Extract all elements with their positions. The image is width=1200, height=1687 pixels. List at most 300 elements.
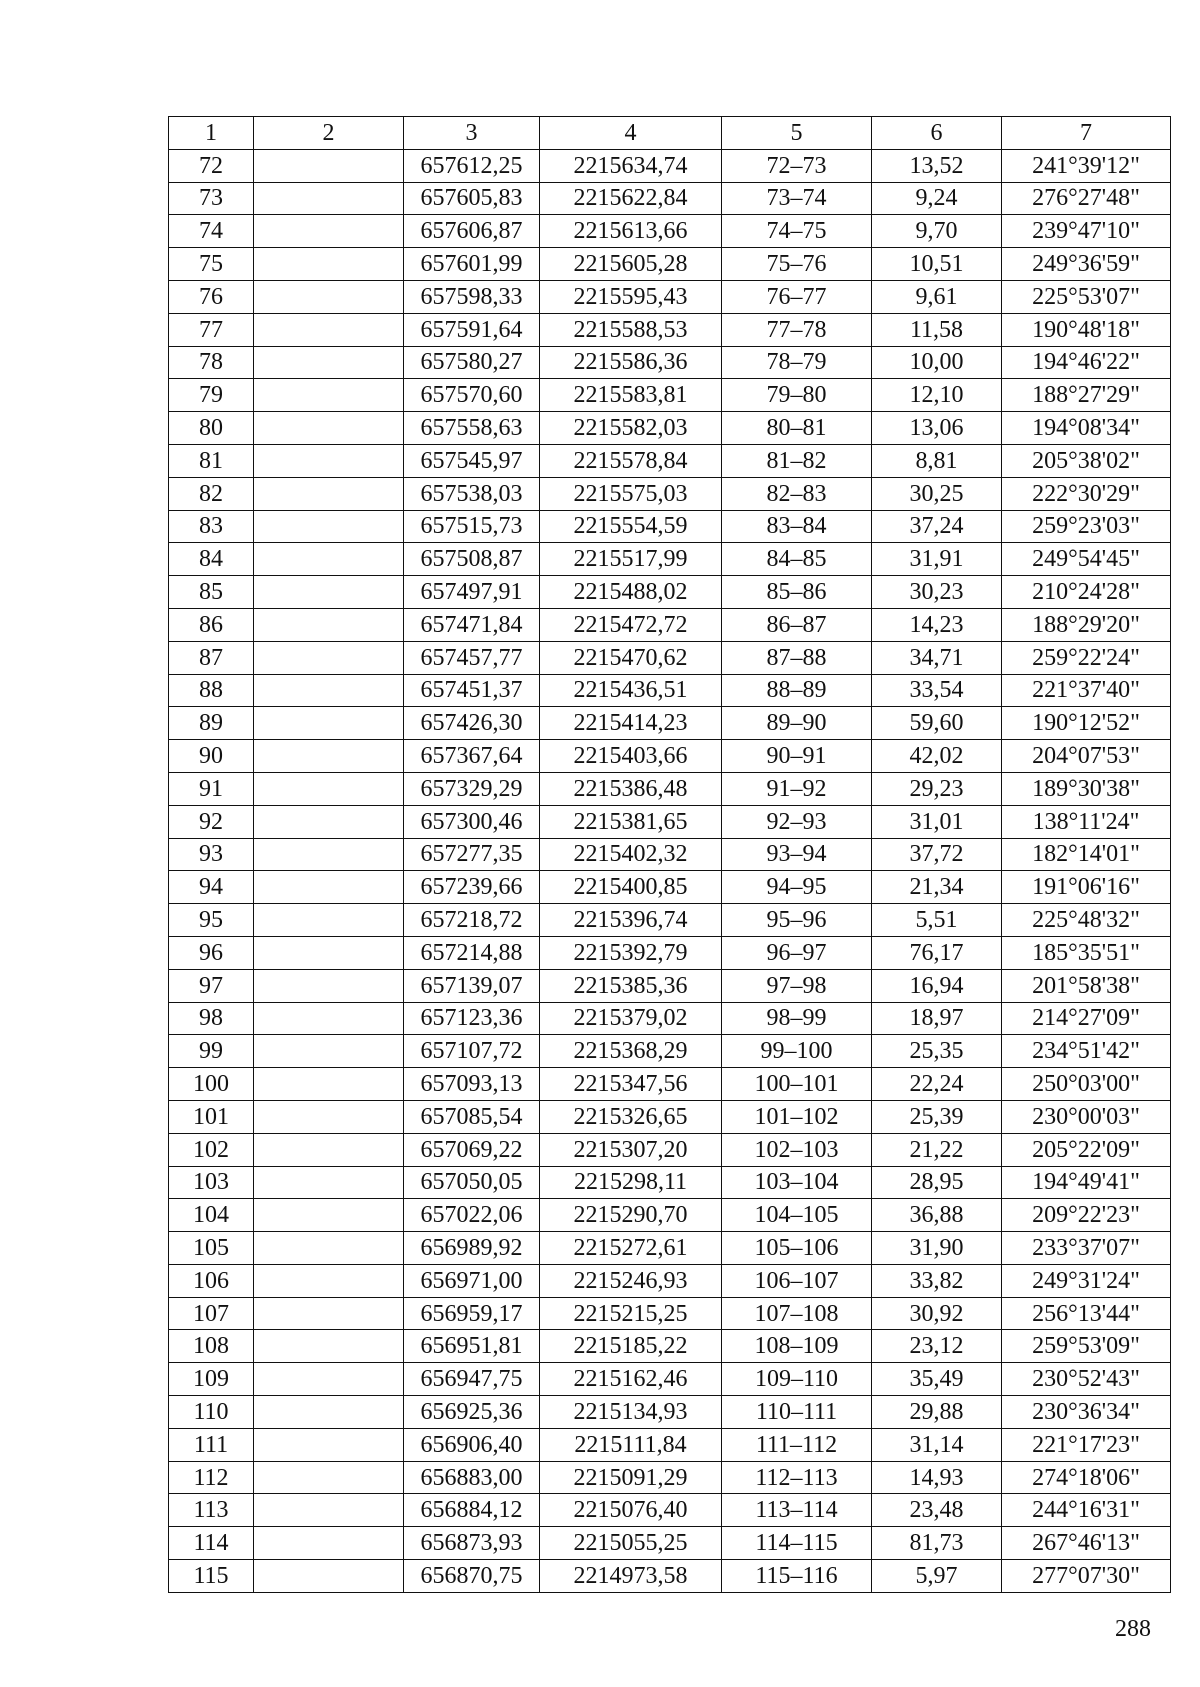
table-row [169,1396,1171,1429]
table-cell: 657612,25 [404,149,540,182]
table-cell: 188°27'29" [1002,379,1171,412]
table-cell: 112 [169,1461,254,1494]
table-cell: 111–112 [722,1428,872,1461]
table-cell: 221°17'23" [1002,1428,1171,1461]
table-cell [254,1297,404,1330]
table-cell: 2215554,59 [540,510,722,543]
table-cell: 241°39'12" [1002,149,1171,182]
table-cell: 92–93 [722,805,872,838]
table-cell [254,1035,404,1068]
table-cell: 182°14'01" [1002,838,1171,871]
table-cell: 105 [169,1232,254,1265]
table-cell [254,1363,404,1396]
table-cell: 31,90 [872,1232,1002,1265]
table-cell: 657426,30 [404,707,540,740]
table-cell: 244°16'31" [1002,1494,1171,1527]
table-cell: 2215436,51 [540,674,722,707]
table-cell: 108 [169,1330,254,1363]
table-cell: 138°11'24" [1002,805,1171,838]
table-cell: 89–90 [722,707,872,740]
table-cell: 2215111,84 [540,1428,722,1461]
table-cell: 93 [169,838,254,871]
table-cell: 83–84 [722,510,872,543]
table-cell: 189°30'38" [1002,772,1171,805]
table-cell: 83 [169,510,254,543]
table-row [169,444,1171,477]
table-cell: 88–89 [722,674,872,707]
table-cell: 2215583,81 [540,379,722,412]
table-row [169,346,1171,379]
table-cell: 115 [169,1560,254,1593]
table-cell: 77–78 [722,313,872,346]
table-cell: 103–104 [722,1166,872,1199]
table-cell: 657580,27 [404,346,540,379]
table-cell: 2215605,28 [540,248,722,281]
table-cell [254,543,404,576]
table-cell [254,1068,404,1101]
table-row [169,379,1171,412]
table-cell [254,1199,404,1232]
table-row [169,641,1171,674]
table-cell: 81–82 [722,444,872,477]
column-header: 2 [254,117,404,150]
table-cell: 2215290,70 [540,1199,722,1232]
table-row [169,1133,1171,1166]
table-cell: 76 [169,280,254,313]
table-cell: 657367,64 [404,740,540,773]
table-cell: 2215076,40 [540,1494,722,1527]
table-cell: 256°13'44" [1002,1297,1171,1330]
table-cell [254,805,404,838]
table-row [169,1330,1171,1363]
table-cell: 93–94 [722,838,872,871]
table-cell: 107 [169,1297,254,1330]
table-cell [254,182,404,215]
table-cell: 656870,75 [404,1560,540,1593]
table-cell: 91–92 [722,772,872,805]
table-cell: 249°31'24" [1002,1264,1171,1297]
table-cell [254,707,404,740]
table-cell: 2215381,65 [540,805,722,838]
table-cell [254,936,404,969]
table-row [169,1199,1171,1232]
table-cell: 100–101 [722,1068,872,1101]
table-cell: 28,95 [872,1166,1002,1199]
table-cell: 8,81 [872,444,1002,477]
table-cell: 657139,07 [404,969,540,1002]
table-cell: 214°27'09" [1002,1002,1171,1035]
table-cell: 72 [169,149,254,182]
table-cell: 101–102 [722,1100,872,1133]
table-cell: 95–96 [722,904,872,937]
table-cell: 82–83 [722,477,872,510]
table-cell: 2215586,36 [540,346,722,379]
table-cell [254,1133,404,1166]
table-cell: 96 [169,936,254,969]
table-cell: 30,25 [872,477,1002,510]
table-row [169,871,1171,904]
table-cell: 87–88 [722,641,872,674]
table-cell: 2215634,74 [540,149,722,182]
table-cell: 656959,17 [404,1297,540,1330]
table-cell: 2215578,84 [540,444,722,477]
table-cell: 88 [169,674,254,707]
table-cell: 90–91 [722,740,872,773]
table-cell: 2215403,66 [540,740,722,773]
table-row [169,280,1171,313]
table-row [169,969,1171,1002]
table-cell: 657218,72 [404,904,540,937]
table-row [169,248,1171,281]
table-cell: 185°35'51" [1002,936,1171,969]
table-row [169,608,1171,641]
table-row [169,904,1171,937]
table-cell: 233°37'07" [1002,1232,1171,1265]
table-cell: 72–73 [722,149,872,182]
table-cell: 2215386,48 [540,772,722,805]
page-number: 288 [1115,1616,1151,1642]
table-cell: 81,73 [872,1527,1002,1560]
table-cell: 14,23 [872,608,1002,641]
table-cell: 657558,63 [404,412,540,445]
table-cell: 78 [169,346,254,379]
table-cell: 14,93 [872,1461,1002,1494]
table-cell [254,346,404,379]
table-cell: 18,97 [872,1002,1002,1035]
table-cell [254,313,404,346]
table-cell: 13,06 [872,412,1002,445]
table-cell [254,1100,404,1133]
table-cell: 657457,77 [404,641,540,674]
table-cell: 656873,93 [404,1527,540,1560]
coordinates-table [168,116,1171,1593]
table-cell: 657598,33 [404,280,540,313]
table-cell: 249°54'45" [1002,543,1171,576]
table-cell: 221°37'40" [1002,674,1171,707]
table-cell: 2215517,99 [540,543,722,576]
table-cell: 29,23 [872,772,1002,805]
table-cell: 106 [169,1264,254,1297]
table-cell [254,1560,404,1593]
table-cell: 104–105 [722,1199,872,1232]
table-row [169,707,1171,740]
table-cell [254,248,404,281]
table-cell: 2215470,62 [540,641,722,674]
table-row [169,1100,1171,1133]
table-cell: 657508,87 [404,543,540,576]
table-cell: 2215385,36 [540,969,722,1002]
table-cell [254,674,404,707]
table-cell [254,1264,404,1297]
table-cell [254,1494,404,1527]
table-cell: 84 [169,543,254,576]
table-cell: 100 [169,1068,254,1101]
table-cell: 16,94 [872,969,1002,1002]
table-cell: 107–108 [722,1297,872,1330]
table-cell: 2215582,03 [540,412,722,445]
table-row [169,838,1171,871]
table-cell: 277°07'30" [1002,1560,1171,1593]
table-cell: 209°22'23" [1002,1199,1171,1232]
table-cell: 11,58 [872,313,1002,346]
table-cell: 105–106 [722,1232,872,1265]
table-row [169,543,1171,576]
table-cell: 80–81 [722,412,872,445]
table-cell: 99 [169,1035,254,1068]
table-cell: 194°49'41" [1002,1166,1171,1199]
table-cell [254,1232,404,1265]
table-cell: 2215298,11 [540,1166,722,1199]
table-cell: 78–79 [722,346,872,379]
table-cell: 73 [169,182,254,215]
table-row [169,1264,1171,1297]
table-cell: 657591,64 [404,313,540,346]
table-cell: 35,49 [872,1363,1002,1396]
table-cell: 225°53'07" [1002,280,1171,313]
table-cell: 36,88 [872,1199,1002,1232]
table-cell: 276°27'48" [1002,182,1171,215]
table-cell: 191°06'16" [1002,871,1171,904]
table-row [169,1363,1171,1396]
table-cell: 656925,36 [404,1396,540,1429]
table-cell: 99–100 [722,1035,872,1068]
table-cell: 267°46'13" [1002,1527,1171,1560]
table-cell: 115–116 [722,1560,872,1593]
table-cell: 77 [169,313,254,346]
column-header: 4 [540,117,722,150]
table-cell: 85–86 [722,576,872,609]
table-cell: 79 [169,379,254,412]
table-row [169,1527,1171,1560]
table-cell: 194°08'34" [1002,412,1171,445]
table-cell: 98 [169,1002,254,1035]
table-cell: 657239,66 [404,871,540,904]
table-cell: 97–98 [722,969,872,1002]
table-cell: 2214973,58 [540,1560,722,1593]
table-cell: 94–95 [722,871,872,904]
table-cell: 2215613,66 [540,215,722,248]
table-cell: 76–77 [722,280,872,313]
table-cell: 2215396,74 [540,904,722,937]
table-cell: 75 [169,248,254,281]
table-cell: 230°36'34" [1002,1396,1171,1429]
table-cell: 37,72 [872,838,1002,871]
table-row [169,412,1171,445]
table-cell: 656883,00 [404,1461,540,1494]
table-row [169,576,1171,609]
table-cell: 657471,84 [404,608,540,641]
table-cell: 657022,06 [404,1199,540,1232]
table-row [169,477,1171,510]
table-cell: 2215472,72 [540,608,722,641]
table-cell: 98–99 [722,1002,872,1035]
table-cell [254,969,404,1002]
table-cell [254,1330,404,1363]
table-cell: 108–109 [722,1330,872,1363]
table-cell: 2215622,84 [540,182,722,215]
table-cell: 2215575,03 [540,477,722,510]
table-cell: 31,14 [872,1428,1002,1461]
table-row [169,674,1171,707]
table-cell: 86–87 [722,608,872,641]
table-cell: 109 [169,1363,254,1396]
table-cell [254,280,404,313]
table-cell [254,477,404,510]
table-cell: 81 [169,444,254,477]
table-cell: 13,52 [872,149,1002,182]
table-cell: 90 [169,740,254,773]
table-cell [254,740,404,773]
table-cell: 29,88 [872,1396,1002,1429]
table-cell: 259°22'24" [1002,641,1171,674]
table-cell: 2215091,29 [540,1461,722,1494]
table-cell: 194°46'22" [1002,346,1171,379]
table-cell: 23,48 [872,1494,1002,1527]
table-cell: 9,24 [872,182,1002,215]
table-cell: 74 [169,215,254,248]
table-cell: 94 [169,871,254,904]
table-cell: 657329,29 [404,772,540,805]
table-cell: 33,82 [872,1264,1002,1297]
table-cell: 656906,40 [404,1428,540,1461]
table-row [169,1461,1171,1494]
table-cell: 75–76 [722,248,872,281]
table-row [169,1428,1171,1461]
column-header: 7 [1002,117,1171,150]
table-cell: 2215368,29 [540,1035,722,1068]
table-cell: 2215414,23 [540,707,722,740]
table-cell: 190°12'52" [1002,707,1171,740]
table-cell: 2215326,65 [540,1100,722,1133]
table-cell: 101 [169,1100,254,1133]
table-cell: 657214,88 [404,936,540,969]
table-cell: 657601,99 [404,248,540,281]
table-header-row [169,117,1171,150]
table-row [169,215,1171,248]
table-cell: 10,51 [872,248,1002,281]
column-header: 6 [872,117,1002,150]
table-cell: 21,22 [872,1133,1002,1166]
table-cell: 204°07'53" [1002,740,1171,773]
table-cell: 12,10 [872,379,1002,412]
table-cell [254,510,404,543]
table-cell: 89 [169,707,254,740]
table-cell: 114 [169,1527,254,1560]
table-row [169,1297,1171,1330]
table-cell: 222°30'29" [1002,477,1171,510]
table-row [169,1494,1171,1527]
table-cell: 2215347,56 [540,1068,722,1101]
table-row [169,182,1171,215]
table-cell: 102–103 [722,1133,872,1166]
table-cell [254,772,404,805]
table-cell: 656884,12 [404,1494,540,1527]
table-cell: 5,97 [872,1560,1002,1593]
table-cell: 657277,35 [404,838,540,871]
table-cell: 2215055,25 [540,1527,722,1560]
table-row [169,1035,1171,1068]
table-cell: 656951,81 [404,1330,540,1363]
table-cell: 657545,97 [404,444,540,477]
table-cell: 2215588,53 [540,313,722,346]
table-cell: 84–85 [722,543,872,576]
table-cell: 657085,54 [404,1100,540,1133]
table-cell: 79–80 [722,379,872,412]
table-cell: 10,00 [872,346,1002,379]
table-cell: 106–107 [722,1264,872,1297]
table-cell: 2215595,43 [540,280,722,313]
table-cell: 97 [169,969,254,1002]
table-cell [254,576,404,609]
table-cell: 2215402,32 [540,838,722,871]
table-cell: 190°48'18" [1002,313,1171,346]
column-header: 5 [722,117,872,150]
table-row [169,1232,1171,1265]
table-cell [254,608,404,641]
table-cell: 102 [169,1133,254,1166]
table-cell [254,871,404,904]
table-cell [254,1002,404,1035]
column-header: 1 [169,117,254,150]
table-row [169,740,1171,773]
table-cell: 42,02 [872,740,1002,773]
table-row [169,510,1171,543]
table-cell: 657538,03 [404,477,540,510]
table-cell: 113–114 [722,1494,872,1527]
table-cell [254,379,404,412]
table-cell: 234°51'42" [1002,1035,1171,1068]
table-row [169,1002,1171,1035]
table-cell: 2215246,93 [540,1264,722,1297]
table-cell: 112–113 [722,1461,872,1494]
table-cell: 2215272,61 [540,1232,722,1265]
table-row [169,1068,1171,1101]
table-cell: 201°58'38" [1002,969,1171,1002]
table-cell: 95 [169,904,254,937]
table-cell: 82 [169,477,254,510]
table-cell [254,215,404,248]
table-cell: 657093,13 [404,1068,540,1101]
table-cell [254,904,404,937]
table-cell: 23,12 [872,1330,1002,1363]
table-cell: 80 [169,412,254,445]
table-cell: 103 [169,1166,254,1199]
table-cell: 225°48'32" [1002,904,1171,937]
table-cell: 249°36'59" [1002,248,1171,281]
table-cell [254,1166,404,1199]
table-cell: 85 [169,576,254,609]
table-cell: 657050,05 [404,1166,540,1199]
table-cell: 657515,73 [404,510,540,543]
table-cell: 74–75 [722,215,872,248]
table-cell: 239°47'10" [1002,215,1171,248]
table-cell: 34,71 [872,641,1002,674]
table-cell: 31,01 [872,805,1002,838]
table-cell [254,1527,404,1560]
table-cell: 2215185,22 [540,1330,722,1363]
column-header: 3 [404,117,540,150]
table-cell: 657069,22 [404,1133,540,1166]
table-cell: 188°29'20" [1002,608,1171,641]
table-cell [254,641,404,674]
table-cell: 259°53'09" [1002,1330,1171,1363]
table-cell: 91 [169,772,254,805]
table-cell: 2215392,79 [540,936,722,969]
table-cell: 657497,91 [404,576,540,609]
table-cell: 230°00'03" [1002,1100,1171,1133]
table-cell: 59,60 [872,707,1002,740]
table-cell: 110–111 [722,1396,872,1429]
